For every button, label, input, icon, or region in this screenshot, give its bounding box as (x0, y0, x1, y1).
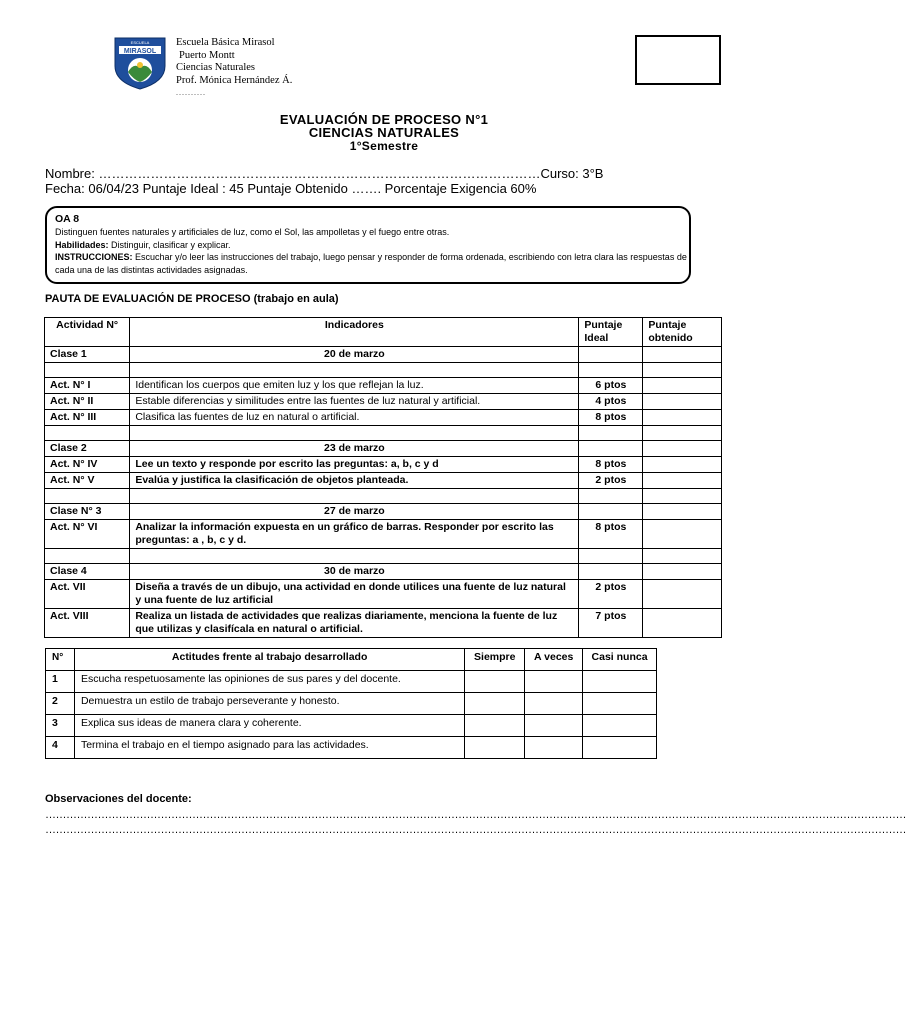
pauta-activity: Act. N° III (45, 410, 130, 426)
observaciones-line-2: ………………………………………………………………………………………………………………………………………………………………………………………………………………………… (45, 824, 906, 836)
objective-title: OA 8 (55, 213, 80, 225)
objective-instructions (55, 251, 689, 276)
pauta-indicator: Lee un texto y responde por escrito las preguntas: a, b, c y d (130, 457, 579, 473)
school-name: Escuela Básica Mirasol (176, 37, 275, 48)
subject-title: CIENCIAS NATURALES (308, 125, 460, 140)
pauta-row (45, 363, 722, 378)
skills-label: Habilidades: (55, 239, 109, 250)
pauta-indicator: Analizar la información expuesta en un gráfico de barras. Responder por escrito las preguntas: a , b, c y d. (130, 520, 579, 549)
header-siempre: Siempre (465, 649, 525, 671)
actitud-siempre-cell[interactable] (465, 737, 525, 759)
pauta-row (45, 394, 722, 410)
pauta-ideal-score: 4 ptos (579, 394, 643, 410)
actitud-text: Explica sus ideas de manera clara y coherente. (74, 715, 464, 737)
pauta-obtained-score[interactable] (643, 580, 722, 609)
pauta-indicator: Estable diferencias y similitudes entre las fuentes de luz natural y artificial. (130, 394, 579, 410)
pauta-obtained-score[interactable] (643, 609, 722, 638)
actitud-row (46, 737, 657, 759)
pauta-ideal-score: 8 ptos (579, 457, 643, 473)
actitudes-table (45, 648, 657, 759)
actitud-casi-nunca-cell[interactable] (583, 715, 657, 737)
pauta-activity: Act. VIII (45, 609, 130, 638)
actitud-row (46, 715, 657, 737)
instructions-label: INSTRUCCIONES: (55, 252, 133, 262)
pauta-obtained-score[interactable] (643, 473, 722, 489)
school-info (176, 37, 292, 100)
observaciones-label: Observaciones del docente: (45, 793, 192, 805)
observaciones-line-1: ………………………………………………………………………………………………………………………………………………………………………………………………………………………… (45, 809, 906, 821)
pauta-indicator (130, 489, 579, 504)
pauta-ideal-score: 2 ptos (579, 580, 643, 609)
actitud-casi-nunca-cell[interactable] (583, 693, 657, 715)
actitud-a-veces-cell[interactable] (525, 737, 583, 759)
pauta-ideal-score: 6 ptos (579, 378, 643, 394)
semester-title: 1°Semestre (349, 139, 419, 153)
objective-skills (55, 239, 689, 252)
objective-description: Distinguen fuentes naturales y artificiales de luz, como el Sol, las ampolletas y el fuego entre otras. (55, 227, 450, 237)
pauta-obtained-score[interactable] (643, 549, 722, 564)
actitud-number: 1 (46, 671, 75, 693)
school-teacher: Prof. Mónica Hernández Á. (176, 74, 293, 86)
actitudes-header-row (46, 649, 657, 671)
pauta-indicator: Diseña a través de un dibujo, una actividad en donde utilices una fuente de luz natural y una fuente de luz artificial (130, 580, 579, 609)
actitud-text: Termina el trabajo en el tiempo asignado para las actividades. (74, 737, 464, 759)
actitud-row (46, 693, 657, 715)
pauta-row (45, 426, 722, 441)
objective-box (45, 206, 691, 284)
pauta-indicator: 27 de marzo (130, 504, 579, 520)
pauta-obtained-score[interactable] (643, 504, 722, 520)
pauta-activity: Act. N° II (45, 394, 130, 410)
eval-title: EVALUACIÓN DE PROCESO N°1 (279, 112, 489, 127)
score-box (635, 35, 721, 85)
pauta-activity: Clase 1 (45, 347, 130, 363)
actitud-number: 4 (46, 737, 75, 759)
pauta-indicator: Clasifica las fuentes de luz en natural o artificial. (130, 410, 579, 426)
instructions-text: Escuchar y/o leer las instrucciones del trabajo, luego pensar y responder de forma ordenada, escribiendo con letra clara las respuestas de cada una de las distintas actividades asignadas. (55, 252, 687, 275)
pauta-row (45, 564, 722, 580)
pauta-ideal-score: 8 ptos (579, 520, 643, 549)
pauta-obtained-score[interactable] (643, 564, 722, 580)
pauta-indicator: 20 de marzo (130, 347, 579, 363)
pauta-indicator: 23 de marzo (130, 441, 579, 457)
pauta-ideal-score (579, 363, 643, 378)
pauta-activity: Clase 4 (45, 564, 130, 580)
pauta-indicator (130, 426, 579, 441)
pauta-ideal-score (579, 489, 643, 504)
pauta-obtained-score[interactable] (643, 441, 722, 457)
actitudes-body (46, 671, 657, 759)
header-numero: N° (46, 649, 75, 671)
pauta-activity: Act. N° IV (45, 457, 130, 473)
header-puntaje-obtenido: Puntaje obtenido (643, 318, 722, 347)
actitud-text: Escucha respetuosamente las opiniones de sus pares y del docente. (74, 671, 464, 693)
actitud-a-veces-cell[interactable] (525, 715, 583, 737)
pauta-obtained-score[interactable] (643, 394, 722, 410)
pauta-title: PAUTA DE EVALUACIÓN DE PROCESO (trabajo en aula) (45, 293, 339, 305)
pauta-obtained-score[interactable] (643, 426, 722, 441)
pauta-indicator: Identifican los cuerpos que emiten luz y los que reflejan la luz. (130, 378, 579, 394)
header-actividad: Actividad N° (45, 318, 130, 347)
pauta-row (45, 457, 722, 473)
header-puntaje-ideal: Puntaje Ideal (579, 318, 643, 347)
pauta-row (45, 378, 722, 394)
header-actitudes: Actitudes frente al trabajo desarrollado (74, 649, 464, 671)
pauta-ideal-score (579, 426, 643, 441)
pauta-table (44, 317, 722, 638)
pauta-obtained-score[interactable] (643, 489, 722, 504)
logo-top-text: ESCUELA (130, 40, 150, 45)
pauta-indicator: Evalúa y justifica la clasificación de objetos planteada. (130, 473, 579, 489)
logo-text: MIRASOL (123, 48, 157, 55)
pauta-ideal-score: 8 ptos (579, 410, 643, 426)
school-logo (111, 36, 169, 90)
actitud-casi-nunca-cell[interactable] (583, 737, 657, 759)
pauta-activity: Clase 2 (45, 441, 130, 457)
pauta-row (45, 410, 722, 426)
school-extra-line: .......... (176, 88, 206, 97)
pauta-row (45, 441, 722, 457)
date-line: Fecha: 06/04/23 Puntaje Ideal : 45 Puntaje Obtenido ……. Porcentaje Exigencia 60% (45, 181, 537, 196)
header-casi-nunca: Casi nunca (583, 649, 657, 671)
actitud-a-veces-cell[interactable] (525, 671, 583, 693)
pauta-ideal-score (579, 504, 643, 520)
pauta-obtained-score[interactable] (643, 363, 722, 378)
school-subject: Ciencias Naturales (176, 62, 256, 73)
pauta-row (45, 609, 722, 638)
pauta-indicator: 30 de marzo (130, 564, 579, 580)
school-city: Puerto Montt (179, 49, 235, 61)
pauta-ideal-score (579, 347, 643, 363)
skills-text: Distinguir, clasificar y explicar. (108, 239, 231, 250)
pauta-activity: Clase N° 3 (45, 504, 130, 520)
pauta-obtained-score[interactable] (643, 520, 722, 549)
pauta-ideal-score (579, 549, 643, 564)
pauta-row (45, 347, 722, 363)
pauta-body (45, 347, 722, 638)
pauta-header-row (45, 318, 722, 347)
pauta-row (45, 504, 722, 520)
pauta-indicator: Realiza un listada de actividades que realizas diariamente, menciona la fuente de luz que utilizas y clasifícala en natural o artificial. (130, 609, 579, 638)
pauta-ideal-score (579, 564, 643, 580)
actitud-siempre-cell[interactable] (465, 715, 525, 737)
pauta-indicator (130, 363, 579, 378)
pauta-activity: Act. N° VI (45, 520, 130, 549)
pauta-row (45, 520, 722, 549)
pauta-activity (45, 549, 130, 564)
actitud-siempre-cell[interactable] (465, 693, 525, 715)
actitud-siempre-cell[interactable] (465, 671, 525, 693)
pauta-indicator (130, 549, 579, 564)
pauta-activity: Act. VII (45, 580, 130, 609)
actitud-text: Demuestra un estilo de trabajo perseverante y honesto. (74, 693, 464, 715)
pauta-activity (45, 426, 130, 441)
name-line: Nombre: …………………………………………………………………………………………Curso: 3°B (45, 166, 604, 181)
pauta-obtained-score[interactable] (643, 410, 722, 426)
pauta-row (45, 580, 722, 609)
pauta-ideal-score (579, 441, 643, 457)
pauta-activity: Act. N° V (45, 473, 130, 489)
pauta-row (45, 489, 722, 504)
actitud-number: 3 (46, 715, 75, 737)
pauta-row (45, 549, 722, 564)
pauta-activity: Act. N° I (45, 378, 130, 394)
pauta-ideal-score: 2 ptos (579, 473, 643, 489)
header-a-veces: A veces (525, 649, 583, 671)
actitud-number: 2 (46, 693, 75, 715)
pauta-activity (45, 489, 130, 504)
actitud-row (46, 671, 657, 693)
actitud-casi-nunca-cell[interactable] (583, 671, 657, 693)
actitud-a-veces-cell[interactable] (525, 693, 583, 715)
pauta-obtained-score[interactable] (643, 378, 722, 394)
pauta-row (45, 473, 722, 489)
pauta-obtained-score[interactable] (643, 457, 722, 473)
pauta-ideal-score: 7 ptos (579, 609, 643, 638)
pauta-activity (45, 363, 130, 378)
pauta-obtained-score[interactable] (643, 347, 722, 363)
header-indicadores: Indicadores (130, 318, 579, 347)
